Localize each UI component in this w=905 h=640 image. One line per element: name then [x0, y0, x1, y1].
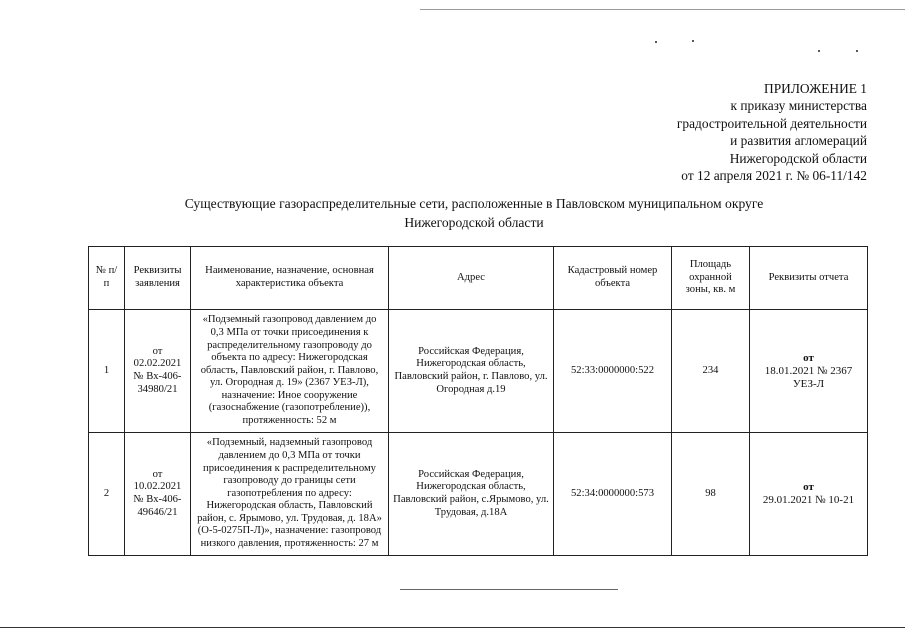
scan-artifact-dot [655, 41, 657, 43]
header-request: Реквизиты заявления [125, 247, 191, 310]
cell-address: Российская Федерация, Нижегородская область, Павловский район, с.Ярымово, ул. Трудовая, д.18А [389, 433, 554, 556]
scan-artifact-dot [856, 50, 858, 52]
scan-artifact-dot [692, 40, 694, 42]
document-title [120, 194, 828, 232]
footer-divider [400, 589, 618, 590]
cell-name: «Подземный, надземный газопровод давлением до 0,3 МПа от точки присоединения к распределительному газопроводу до границы сети газопотребления по адресу: Нижегородская область, Павловский район, с. Ярымово, ул. Трудовая, д. 18А» (О-5-0275П-Л)», назначение: газопровод низкого давления, протяженность: 27 м [191, 433, 389, 556]
report-prefix: от [803, 351, 814, 364]
cell-request: от 02.02.2021 № Вх-406-34980/21 [125, 310, 191, 433]
appendix-line: градостроительной деятельности [676, 115, 867, 131]
header-area: Площадь охранной зоны, кв. м [672, 247, 750, 310]
report-prefix: от [803, 481, 814, 493]
scan-artifact-bottom-line [0, 627, 905, 628]
cell-report [750, 433, 868, 556]
scan-artifact-dot [818, 50, 820, 52]
table-row [89, 310, 868, 433]
header-address: Адрес [389, 247, 554, 310]
cell-cadastral: 52:34:0000000:573 [554, 433, 672, 556]
scan-artifact-top-line [420, 9, 905, 10]
appendix-line: от 12 апреля 2021 г. № 06-11/142 [681, 168, 867, 184]
gas-networks-table [88, 246, 868, 556]
cell-cadastral: 52:33:0000000:522 [554, 310, 672, 433]
appendix-line: и развития агломераций [730, 133, 867, 149]
cell-num: 1 [89, 310, 125, 433]
appendix-line: Нижегородской области [729, 150, 867, 166]
title-line-1: Существующие газораспределительные сети, расположенные в Павловском муниципальном округе [184, 196, 764, 211]
report-value: 29.01.2021 № 10-21 [762, 494, 855, 506]
appendix-line: ПРИЛОЖЕНИЕ 1 [764, 81, 867, 96]
cell-request: от 10.02.2021 № Вх-406-49646/21 [125, 433, 191, 556]
cell-report [750, 310, 868, 433]
header-num: № п/п [89, 247, 125, 310]
appendix-line: к приказу министерства [730, 98, 867, 114]
cell-address: Российская Федерация, Нижегородская область, Павловский район, г. Павлово, ул. Огородная д.19 [389, 310, 554, 433]
cell-area: 98 [672, 433, 750, 556]
table-header-row [89, 247, 868, 310]
title-line-2: Нижегородской области [404, 215, 544, 230]
report-value: 18.01.2021 № 2367 УЕЗ-Л [764, 364, 853, 390]
cell-num: 2 [89, 433, 125, 556]
header-name: Наименование, назначение, основная характеристика объекта [191, 247, 389, 310]
appendix-header [547, 80, 867, 184]
table-row [89, 433, 868, 556]
header-cadastral: Кадастровый номер объекта [554, 247, 672, 310]
cell-area: 234 [672, 310, 750, 433]
cell-name: «Подземный газопровод давлением до 0,3 МПа от точки присоединения к распределительному газопроводу до объекта по адресу: Нижегородская область, Павловский район, г. Павлово, ул. Огородная д. 19» (2367 УЕЗ-Л), назначение: Иное сооружение (газоснабжение (газопотребление)), протяженность: 52 м [191, 310, 389, 433]
header-report: Реквизиты отчета [750, 247, 868, 310]
